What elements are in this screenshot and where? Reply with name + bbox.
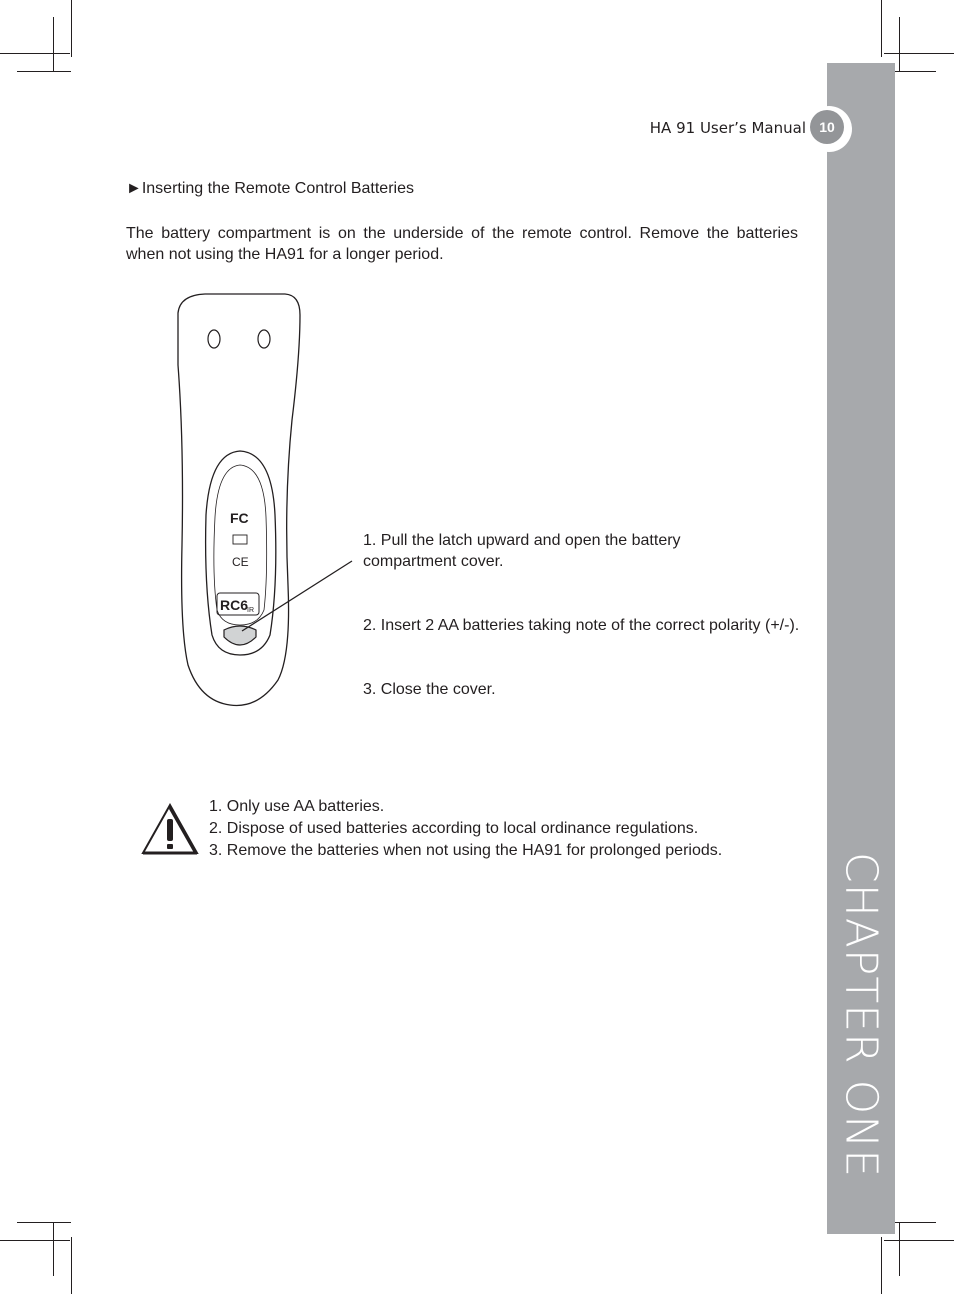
step-1: 1. Pull the latch upward and open the battery compartment cover.: [363, 532, 681, 570]
ir-label: IR: [247, 607, 254, 614]
chapter-label: CHAPTER ONE: [835, 851, 887, 1179]
rc6-logo: RC6: [220, 597, 249, 613]
page-number: 10: [810, 110, 844, 144]
warning-list: [209, 796, 722, 862]
warning-item: 2. Dispose of used batteries according to local ordinance regulations.: [209, 820, 699, 837]
remote-control-illustration: [160, 285, 380, 715]
chapter-label-container: [827, 851, 895, 1179]
manual-title: HA 91 User’s Manual: [649, 119, 806, 137]
fcc-logo: FC: [230, 510, 249, 526]
warning-item: 3. Remove the batteries when not using the HA91 for prolonged periods.: [209, 842, 723, 859]
ce-logo: CE: [232, 555, 249, 569]
step-3: 3. Close the cover.: [363, 681, 496, 698]
section-title: ►Inserting the Remote Control Batteries: [126, 180, 414, 197]
warning-triangle-icon: [140, 803, 200, 855]
warning-item: 1. Only use AA batteries.: [209, 798, 385, 815]
intro-paragraph: The battery compartment is on the underside of the remote control. Remove the batteries when not using the HA91 for a longer period.: [126, 225, 798, 263]
page-number-badge: [806, 106, 852, 152]
step-2: 2. Insert 2 AA batteries taking note of the correct polarity (+/-).: [363, 617, 800, 634]
